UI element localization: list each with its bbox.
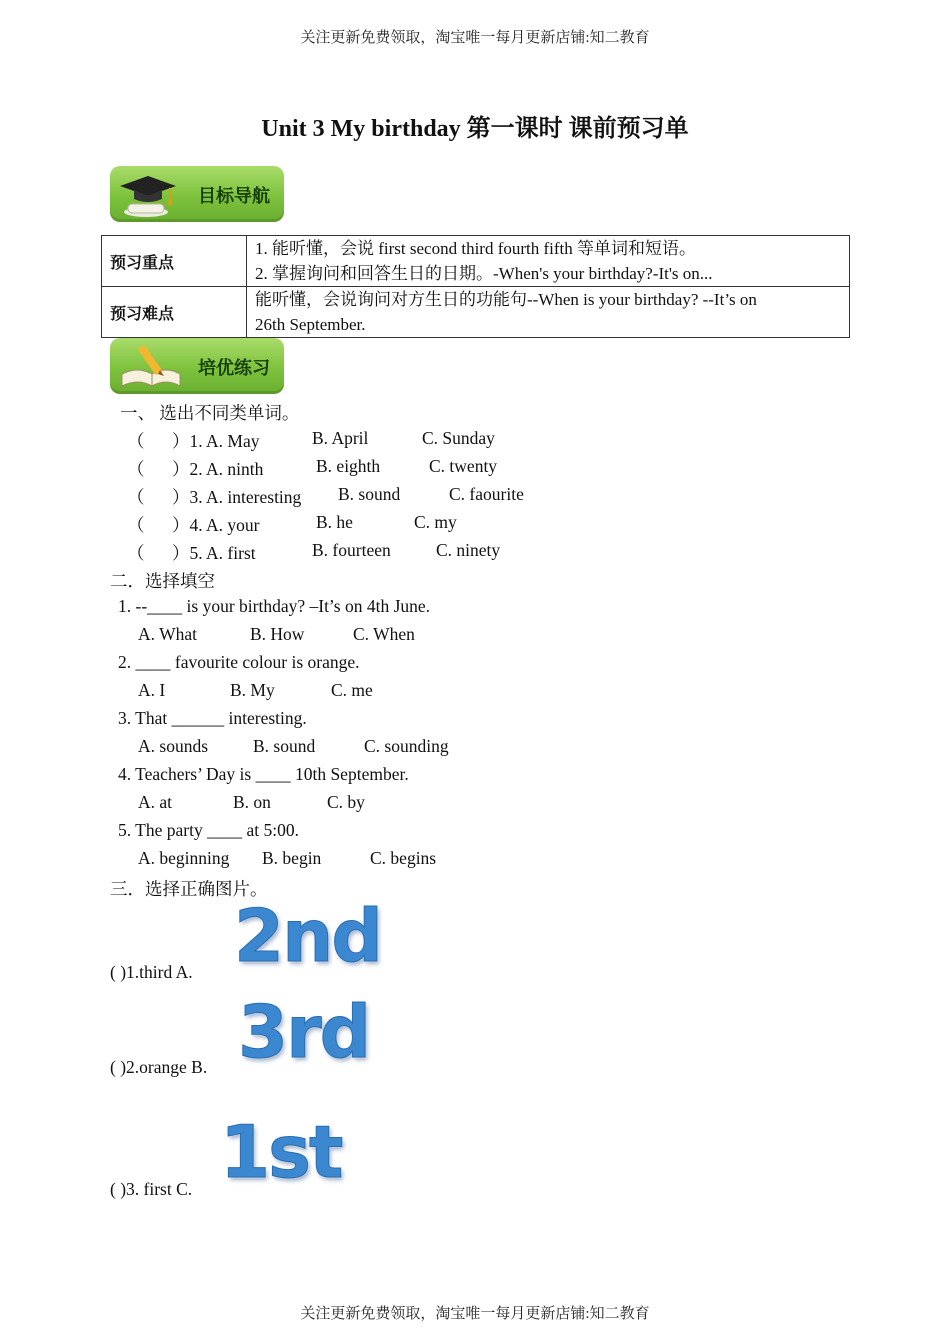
item-5-b: B. fourteen bbox=[312, 540, 391, 560]
difficult-line-2: 26th September. bbox=[255, 315, 366, 334]
picture-item-2: ( )2.orange B. bbox=[110, 1057, 208, 1077]
graduation-cap-icon bbox=[116, 168, 180, 220]
q4-option-b: B. on bbox=[233, 792, 271, 812]
answer-paren: （ bbox=[127, 431, 145, 451]
item-4-a: ）4. A. your bbox=[172, 515, 260, 535]
ordinal-picture-1st: 1st bbox=[220, 1110, 342, 1194]
item-4-b: B. he bbox=[316, 512, 353, 532]
picture-item-1: ( )1.third A. bbox=[110, 962, 193, 982]
book-pencil-icon bbox=[116, 340, 186, 392]
item-1-a: ）1. A. May bbox=[172, 431, 260, 451]
item-5-c: C. ninety bbox=[436, 540, 501, 560]
question-2: 2. ____ favourite colour is orange. bbox=[118, 652, 360, 672]
ordinal-picture-3rd: 3rd bbox=[238, 990, 370, 1074]
q5-option-c: C. begins bbox=[370, 848, 437, 868]
answer-paren: （ bbox=[127, 487, 145, 507]
q3-option-b: B. sound bbox=[253, 736, 316, 756]
q1-option-a: A. What bbox=[138, 624, 197, 644]
q3-option-c: C. sounding bbox=[364, 736, 449, 756]
practice-badge bbox=[110, 338, 284, 394]
item-3-b: B. sound bbox=[338, 484, 401, 504]
section1-heading: 一、 选出不同类单词。 bbox=[120, 403, 300, 423]
goals-badge bbox=[110, 166, 284, 222]
q2-option-a: A. I bbox=[138, 680, 166, 700]
key-points-cell bbox=[247, 236, 850, 287]
answer-paren: （ bbox=[127, 543, 145, 563]
q5-option-a: A. beginning bbox=[138, 848, 230, 868]
item-2-c: C. twenty bbox=[429, 456, 498, 476]
item-2-b: B. eighth bbox=[316, 456, 381, 476]
item-3-c: C. faourite bbox=[449, 484, 524, 504]
goals-badge-label: 目标导航 bbox=[198, 186, 270, 207]
item-1-b: B. April bbox=[312, 428, 369, 448]
picture-item-3: ( )3. first C. bbox=[110, 1179, 193, 1199]
practice-badge-label: 培优练习 bbox=[198, 358, 270, 379]
q3-option-a: A. sounds bbox=[138, 736, 209, 756]
section2-heading: 二．选择填空 bbox=[110, 571, 215, 591]
q2-option-c: C. me bbox=[331, 680, 373, 700]
item-3-a: ）3. A. interesting bbox=[172, 487, 302, 507]
q1-option-c: C. When bbox=[353, 624, 415, 644]
q4-option-c: C. by bbox=[327, 792, 365, 812]
key-point-2: 2. 掌握询问和回答生日的日期。-When's your birthday?-It's on... bbox=[255, 264, 713, 283]
question-4: 4. Teachers’ Day is ____ 10th September. bbox=[118, 764, 409, 784]
difficult-points-label: 预习难点 bbox=[102, 287, 247, 338]
difficult-points-cell bbox=[247, 287, 850, 338]
question-3: 3. That ______ interesting. bbox=[118, 708, 307, 728]
q4-option-a: A. at bbox=[138, 792, 173, 812]
page-footer: 关注更新免费领取，淘宝唯一每月更新店铺:知二教育 bbox=[300, 1306, 650, 1322]
answer-paren: （ bbox=[127, 459, 145, 479]
page-title: Unit 3 My birthday 第一课时 课前预习单 bbox=[261, 116, 689, 142]
q1-option-b: B. How bbox=[250, 624, 305, 644]
q5-option-b: B. begin bbox=[262, 848, 322, 868]
item-5-a: ）5. A. first bbox=[172, 543, 256, 563]
key-points-label: 预习重点 bbox=[102, 236, 247, 287]
page-header: 关注更新免费领取，淘宝唯一每月更新店铺:知二教育 bbox=[300, 30, 650, 46]
item-4-c: C. my bbox=[414, 512, 457, 532]
item-1-c: C. Sunday bbox=[422, 428, 495, 448]
q2-option-b: B. My bbox=[230, 680, 275, 700]
goals-table bbox=[101, 235, 850, 338]
difficult-line-1: 能听懂，会说询问对方生日的功能句--When is your birthday? --It’s on bbox=[255, 290, 757, 309]
question-1: 1. --____ is your birthday? –It’s on 4th June. bbox=[118, 596, 431, 616]
question-5: 5. The party ____ at 5:00. bbox=[118, 820, 299, 840]
item-2-a: ）2. A. ninth bbox=[172, 459, 264, 479]
section3-heading: 三．选择正确图片。 bbox=[110, 879, 268, 899]
answer-paren: （ bbox=[127, 515, 145, 535]
ordinal-picture-2nd: 2nd bbox=[234, 894, 381, 978]
key-point-1: 1. 能听懂，会说 first second third fourth fifth 等单词和短语。 bbox=[255, 239, 697, 258]
